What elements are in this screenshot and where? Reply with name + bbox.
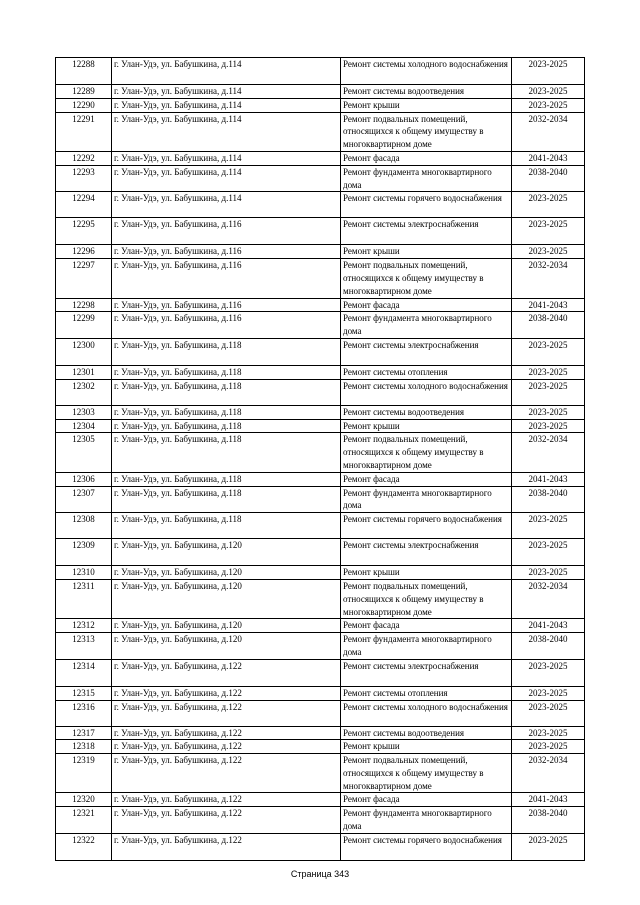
- period-cell: 2041-2043: [512, 619, 585, 633]
- table-row: [56, 659, 585, 686]
- row-number: 12320: [56, 793, 112, 807]
- table-row: [56, 58, 585, 85]
- page-number: Страница 343: [290, 869, 350, 879]
- period-cell: 2023-2025: [512, 726, 585, 740]
- address-cell: г. Улан-Удэ, ул. Бабушкина, д.122: [112, 807, 341, 834]
- row-number: 12294: [56, 192, 112, 218]
- table-row: [56, 833, 585, 860]
- work-type-cell: Ремонт фундамента многоквартирного дома: [341, 312, 512, 339]
- period-cell: 2041-2043: [512, 793, 585, 807]
- address-cell: г. Улан-Удэ, ул. Бабушкина, д.116: [112, 218, 341, 245]
- period-cell: 2023-2025: [512, 192, 585, 218]
- period-cell: 2023-2025: [512, 379, 585, 405]
- period-cell: 2041-2043: [512, 151, 585, 165]
- table-row: [56, 619, 585, 633]
- period-cell: 2023-2025: [512, 740, 585, 754]
- row-number: 12299: [56, 312, 112, 339]
- address-cell: г. Улан-Удэ, ул. Бабушкина, д.114: [112, 151, 341, 165]
- period-cell: 2038-2040: [512, 807, 585, 834]
- period-cell: 2023-2025: [512, 513, 585, 539]
- period-cell: 2038-2040: [512, 312, 585, 339]
- row-number: 12290: [56, 98, 112, 112]
- table-row: [56, 312, 585, 339]
- table-row: [56, 539, 585, 566]
- work-type-cell: Ремонт системы горячего водоснабжения: [341, 513, 512, 539]
- address-cell: г. Улан-Удэ, ул. Бабушкина, д.114: [112, 85, 341, 99]
- period-cell: 2023-2025: [512, 833, 585, 860]
- period-cell: 2023-2025: [512, 566, 585, 580]
- period-cell: 2023-2025: [512, 539, 585, 566]
- work-type-cell: Ремонт крыши: [341, 419, 512, 433]
- works-table: [55, 57, 585, 861]
- period-cell: 2023-2025: [512, 85, 585, 99]
- row-number: 12306: [56, 472, 112, 486]
- table-row: [56, 338, 585, 365]
- address-cell: г. Улан-Удэ, ул. Бабушкина, д.114: [112, 98, 341, 112]
- address-cell: г. Улан-Удэ, ул. Бабушкина, д.114: [112, 112, 341, 151]
- table-row: [56, 112, 585, 151]
- address-cell: г. Улан-Удэ, ул. Бабушкина, д.116: [112, 245, 341, 259]
- work-type-cell: Ремонт фундамента многоквартирного дома: [341, 486, 512, 513]
- work-type-cell: Ремонт крыши: [341, 98, 512, 112]
- work-type-cell: Ремонт подвальных помещений, относящихся к общему имуществу в многоквартирном доме: [341, 754, 512, 793]
- table-row: [56, 807, 585, 834]
- address-cell: г. Улан-Удэ, ул. Бабушкина, д.122: [112, 740, 341, 754]
- period-cell: 2023-2025: [512, 218, 585, 245]
- table-row: [56, 259, 585, 298]
- address-cell: г. Улан-Удэ, ул. Бабушкина, д.122: [112, 793, 341, 807]
- address-cell: г. Улан-Удэ, ул. Бабушкина, д.116: [112, 259, 341, 298]
- work-type-cell: Ремонт крыши: [341, 566, 512, 580]
- address-cell: г. Улан-Удэ, ул. Бабушкина, д.118: [112, 379, 341, 405]
- table-row: [56, 298, 585, 312]
- period-cell: 2023-2025: [512, 686, 585, 700]
- table-row: [56, 419, 585, 433]
- work-type-cell: Ремонт фасада: [341, 151, 512, 165]
- period-cell: 2032-2034: [512, 579, 585, 618]
- row-number: 12302: [56, 379, 112, 405]
- work-type-cell: Ремонт фасада: [341, 472, 512, 486]
- period-cell: 2041-2043: [512, 472, 585, 486]
- work-type-cell: Ремонт системы водоотведения: [341, 405, 512, 419]
- work-type-cell: Ремонт системы холодного водоснабжения: [341, 700, 512, 726]
- period-cell: 2023-2025: [512, 245, 585, 259]
- work-type-cell: Ремонт системы электроснабжения: [341, 539, 512, 566]
- address-cell: г. Улан-Удэ, ул. Бабушкина, д.122: [112, 686, 341, 700]
- row-number: 12318: [56, 740, 112, 754]
- address-cell: г. Улан-Удэ, ул. Бабушкина, д.118: [112, 365, 341, 379]
- row-number: 12319: [56, 754, 112, 793]
- address-cell: г. Улан-Удэ, ул. Бабушкина, д.118: [112, 433, 341, 472]
- table-row: [56, 245, 585, 259]
- table-row: [56, 433, 585, 472]
- row-number: 12321: [56, 807, 112, 834]
- row-number: 12293: [56, 165, 112, 192]
- address-cell: г. Улан-Удэ, ул. Бабушкина, д.122: [112, 754, 341, 793]
- table-row: [56, 566, 585, 580]
- row-number: 12308: [56, 513, 112, 539]
- table-row: [56, 98, 585, 112]
- table-row: [56, 726, 585, 740]
- address-cell: г. Улан-Удэ, ул. Бабушкина, д.118: [112, 513, 341, 539]
- row-number: 12305: [56, 433, 112, 472]
- table-row: [56, 192, 585, 218]
- address-cell: г. Улан-Удэ, ул. Бабушкина, д.116: [112, 312, 341, 339]
- table-row: [56, 700, 585, 726]
- work-type-cell: Ремонт фундамента многоквартирного дома: [341, 807, 512, 834]
- row-number: 12315: [56, 686, 112, 700]
- row-number: 12296: [56, 245, 112, 259]
- period-cell: 2038-2040: [512, 633, 585, 660]
- work-type-cell: Ремонт подвальных помещений, относящихся к общему имуществу в многоквартирном доме: [341, 579, 512, 618]
- work-type-cell: Ремонт фасада: [341, 793, 512, 807]
- period-cell: 2023-2025: [512, 700, 585, 726]
- period-cell: 2023-2025: [512, 405, 585, 419]
- table-row: [56, 633, 585, 660]
- row-number: 12311: [56, 579, 112, 618]
- work-type-cell: Ремонт фасада: [341, 619, 512, 633]
- work-type-cell: Ремонт крыши: [341, 245, 512, 259]
- row-number: 12295: [56, 218, 112, 245]
- period-cell: 2023-2025: [512, 58, 585, 85]
- address-cell: г. Улан-Удэ, ул. Бабушкина, д.122: [112, 700, 341, 726]
- table-row: [56, 218, 585, 245]
- period-cell: 2038-2040: [512, 486, 585, 513]
- row-number: 12291: [56, 112, 112, 151]
- work-type-cell: Ремонт системы холодного водоснабжения: [341, 379, 512, 405]
- period-cell: 2038-2040: [512, 165, 585, 192]
- address-cell: г. Улан-Удэ, ул. Бабушкина, д.118: [112, 338, 341, 365]
- period-cell: 2032-2034: [512, 754, 585, 793]
- address-cell: г. Улан-Удэ, ул. Бабушкина, д.120: [112, 579, 341, 618]
- address-cell: г. Улан-Удэ, ул. Бабушкина, д.118: [112, 472, 341, 486]
- row-number: 12309: [56, 539, 112, 566]
- work-type-cell: Ремонт системы отопления: [341, 365, 512, 379]
- table-row: [56, 793, 585, 807]
- period-cell: 2023-2025: [512, 338, 585, 365]
- row-number: 12316: [56, 700, 112, 726]
- row-number: 12304: [56, 419, 112, 433]
- address-cell: г. Улан-Удэ, ул. Бабушкина, д.114: [112, 192, 341, 218]
- address-cell: г. Улан-Удэ, ул. Бабушкина, д.122: [112, 659, 341, 686]
- period-cell: 2041-2043: [512, 298, 585, 312]
- address-cell: г. Улан-Удэ, ул. Бабушкина, д.122: [112, 726, 341, 740]
- row-number: 12298: [56, 298, 112, 312]
- period-cell: 2023-2025: [512, 419, 585, 433]
- address-cell: г. Улан-Удэ, ул. Бабушкина, д.118: [112, 405, 341, 419]
- row-number: 12310: [56, 566, 112, 580]
- row-number: 12314: [56, 659, 112, 686]
- row-number: 12288: [56, 58, 112, 85]
- address-cell: г. Улан-Удэ, ул. Бабушкина, д.120: [112, 633, 341, 660]
- table-row: [56, 579, 585, 618]
- period-cell: 2032-2034: [512, 112, 585, 151]
- table-body: [56, 58, 585, 861]
- table-row: [56, 486, 585, 513]
- work-type-cell: Ремонт системы горячего водоснабжения: [341, 192, 512, 218]
- address-cell: г. Улан-Удэ, ул. Бабушкина, д.120: [112, 619, 341, 633]
- table-row: [56, 513, 585, 539]
- row-number: 12300: [56, 338, 112, 365]
- address-cell: г. Улан-Удэ, ул. Бабушкина, д.114: [112, 165, 341, 192]
- row-number: 12307: [56, 486, 112, 513]
- work-type-cell: Ремонт подвальных помещений, относящихся к общему имуществу в многоквартирном доме: [341, 259, 512, 298]
- row-number: 12289: [56, 85, 112, 99]
- work-type-cell: Ремонт фасада: [341, 298, 512, 312]
- work-type-cell: Ремонт системы водоотведения: [341, 726, 512, 740]
- work-type-cell: Ремонт системы электроснабжения: [341, 218, 512, 245]
- address-cell: г. Улан-Удэ, ул. Бабушкина, д.118: [112, 486, 341, 513]
- work-type-cell: Ремонт подвальных помещений, относящихся к общему имуществу в многоквартирном доме: [341, 112, 512, 151]
- row-number: 12313: [56, 633, 112, 660]
- row-number: 12312: [56, 619, 112, 633]
- work-type-cell: Ремонт системы водоотведения: [341, 85, 512, 99]
- row-number: 12317: [56, 726, 112, 740]
- table-row: [56, 379, 585, 405]
- work-type-cell: Ремонт фундамента многоквартирного дома: [341, 165, 512, 192]
- address-cell: г. Улан-Удэ, ул. Бабушкина, д.118: [112, 419, 341, 433]
- table-row: [56, 754, 585, 793]
- table-row: [56, 405, 585, 419]
- row-number: 12322: [56, 833, 112, 860]
- row-number: 12301: [56, 365, 112, 379]
- row-number: 12297: [56, 259, 112, 298]
- period-cell: 2032-2034: [512, 259, 585, 298]
- table-row: [56, 151, 585, 165]
- work-type-cell: Ремонт крыши: [341, 740, 512, 754]
- address-cell: г. Улан-Удэ, ул. Бабушкина, д.116: [112, 298, 341, 312]
- work-type-cell: Ремонт фундамента многоквартирного дома: [341, 633, 512, 660]
- period-cell: 2023-2025: [512, 365, 585, 379]
- table-row: [56, 85, 585, 99]
- period-cell: 2023-2025: [512, 659, 585, 686]
- row-number: 12292: [56, 151, 112, 165]
- period-cell: 2032-2034: [512, 433, 585, 472]
- table-row: [56, 365, 585, 379]
- address-cell: г. Улан-Удэ, ул. Бабушкина, д.114: [112, 58, 341, 85]
- work-type-cell: Ремонт системы электроснабжения: [341, 338, 512, 365]
- work-type-cell: Ремонт системы холодного водоснабжения: [341, 58, 512, 85]
- address-cell: г. Улан-Удэ, ул. Бабушкина, д.122: [112, 833, 341, 860]
- work-type-cell: Ремонт системы отопления: [341, 686, 512, 700]
- table-row: [56, 686, 585, 700]
- work-type-cell: Ремонт системы электроснабжения: [341, 659, 512, 686]
- table-row: [56, 740, 585, 754]
- work-type-cell: Ремонт подвальных помещений, относящихся к общему имуществу в многоквартирном доме: [341, 433, 512, 472]
- work-type-cell: Ремонт системы горячего водоснабжения: [341, 833, 512, 860]
- period-cell: 2023-2025: [512, 98, 585, 112]
- row-number: 12303: [56, 405, 112, 419]
- address-cell: г. Улан-Удэ, ул. Бабушкина, д.120: [112, 539, 341, 566]
- address-cell: г. Улан-Удэ, ул. Бабушкина, д.120: [112, 566, 341, 580]
- table-row: [56, 472, 585, 486]
- table-row: [56, 165, 585, 192]
